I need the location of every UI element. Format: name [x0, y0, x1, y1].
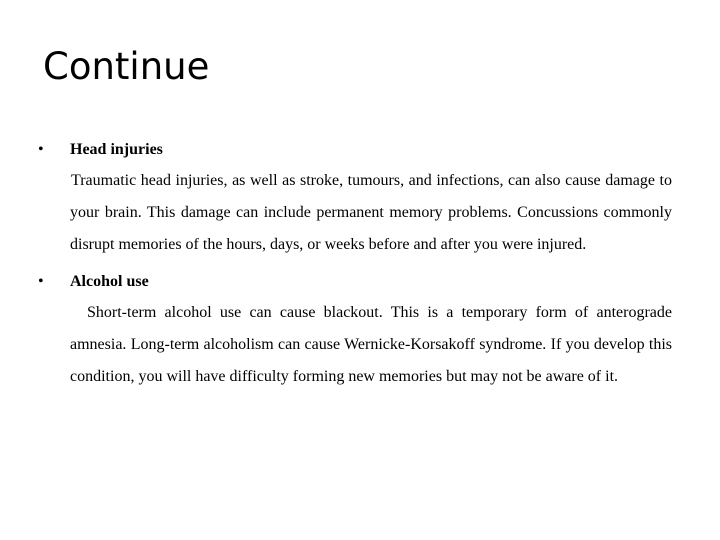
- heading-head-injuries: Head injuries: [70, 141, 163, 158]
- heading-alcohol-use: Alcohol use: [70, 273, 149, 290]
- bullet-alcohol-use: [38, 266, 672, 297]
- slide-content: [38, 134, 672, 393]
- bullet-icon: •: [38, 273, 44, 290]
- bullet-head-injuries: [38, 134, 672, 165]
- slide-title: Continue: [43, 45, 210, 88]
- paragraph-head-injuries: Traumatic head injuries, as well as stroke, tumours, and infections, can also cause damage to your brain. This damage can include permanent memory problems. Concussions commonly disrupt memories of the hours, days, or weeks before and after you were injured.: [70, 172, 672, 253]
- bullet-icon: •: [38, 141, 44, 158]
- paragraph-alcohol-use: Short-term alcohol use can cause blackout. This is a temporary form of anterograde amnesia. Long-term alcoholism can cause Wernicke-Korsakoff syndrome. If you develop this condition, you will have difficulty forming new memories but may not be aware of it.: [70, 304, 672, 385]
